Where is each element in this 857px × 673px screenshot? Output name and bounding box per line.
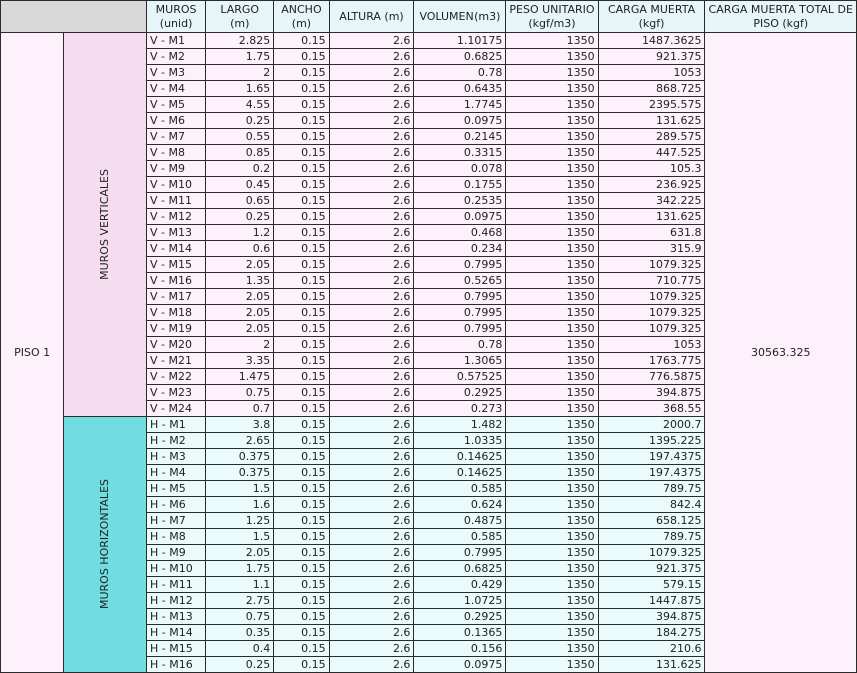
cell-wall-id[interactable]: H - M12: [147, 593, 206, 609]
cell-volumen[interactable]: 1.3065: [414, 353, 506, 369]
cell-wall-id[interactable]: V - M17: [147, 289, 206, 305]
cell-wall-id[interactable]: V - M3: [147, 65, 206, 81]
cell-peso-unitario[interactable]: 1350: [506, 321, 598, 337]
cell-largo[interactable]: 0.65: [206, 193, 274, 209]
cell-ancho[interactable]: 0.15: [274, 257, 329, 273]
header-volumen[interactable]: VOLUMEN (m3): [414, 1, 506, 33]
group-horizontal-label: MUROS HORIZONTALES: [98, 479, 112, 610]
cell-ancho[interactable]: 0.15: [274, 241, 329, 257]
cell-wall-id[interactable]: V - M1: [147, 33, 206, 49]
cell-wall-id[interactable]: H - M15: [147, 641, 206, 657]
cell-volumen[interactable]: 0.1755: [414, 177, 506, 193]
cell-ancho[interactable]: 0.15: [274, 513, 329, 529]
cell-wall-id[interactable]: V - M4: [147, 81, 206, 97]
cell-largo[interactable]: 1.35: [206, 273, 274, 289]
cell-peso-unitario[interactable]: 1350: [506, 417, 598, 433]
cell-ancho[interactable]: 0.15: [274, 129, 329, 145]
cell-volumen[interactable]: 1.0725: [414, 593, 506, 609]
cell-ancho[interactable]: 0.15: [274, 465, 329, 481]
cell-altura[interactable]: 2.6: [329, 609, 414, 625]
cell-carga-muerta[interactable]: 789.75: [598, 481, 705, 497]
group-vertical-label: MUROS VERTICALES: [98, 169, 112, 280]
cell-volumen[interactable]: 0.624: [414, 497, 506, 513]
cell-ancho[interactable]: 0.15: [274, 609, 329, 625]
cell-altura[interactable]: 2.6: [329, 401, 414, 417]
cell-altura[interactable]: 2.6: [329, 353, 414, 369]
cell-wall-id[interactable]: V - M20: [147, 337, 206, 353]
cell-volumen[interactable]: 0.57525: [414, 369, 506, 385]
cell-ancho[interactable]: 0.15: [274, 353, 329, 369]
cell-altura[interactable]: 2.6: [329, 593, 414, 609]
piso-cell[interactable]: PISO 1: [1, 33, 64, 673]
cell-altura[interactable]: 2.6: [329, 193, 414, 209]
cell-largo[interactable]: 1.2: [206, 225, 274, 241]
cell-carga-muerta[interactable]: 1079.325: [598, 321, 705, 337]
cell-altura[interactable]: 2.6: [329, 481, 414, 497]
header-carga-muerta[interactable]: CARGA MUERTA (kgf): [598, 1, 705, 33]
cell-peso-unitario[interactable]: 1350: [506, 385, 598, 401]
cell-largo[interactable]: 2.05: [206, 321, 274, 337]
cell-peso-unitario[interactable]: 1350: [506, 177, 598, 193]
cell-peso-unitario[interactable]: 1350: [506, 257, 598, 273]
cell-largo[interactable]: 0.2: [206, 161, 274, 177]
cell-peso-unitario[interactable]: 1350: [506, 609, 598, 625]
cell-altura[interactable]: 2.6: [329, 209, 414, 225]
cell-ancho[interactable]: 0.15: [274, 321, 329, 337]
cell-altura[interactable]: 2.6: [329, 577, 414, 593]
cell-largo[interactable]: 1.75: [206, 49, 274, 65]
cell-ancho[interactable]: 0.15: [274, 177, 329, 193]
cell-largo[interactable]: 2: [206, 337, 274, 353]
cell-peso-unitario[interactable]: 1350: [506, 97, 598, 113]
cell-ancho[interactable]: 0.15: [274, 449, 329, 465]
cell-altura[interactable]: 2.6: [329, 97, 414, 113]
cell-volumen[interactable]: 0.78: [414, 337, 506, 353]
cell-largo[interactable]: 2.65: [206, 433, 274, 449]
cell-wall-id[interactable]: H - M4: [147, 465, 206, 481]
cell-altura[interactable]: 2.6: [329, 545, 414, 561]
cell-peso-unitario[interactable]: 1350: [506, 433, 598, 449]
cell-peso-unitario[interactable]: 1350: [506, 33, 598, 49]
cell-ancho[interactable]: 0.15: [274, 417, 329, 433]
cell-largo[interactable]: 2.75: [206, 593, 274, 609]
cell-wall-id[interactable]: H - M10: [147, 561, 206, 577]
cell-largo[interactable]: 1.75: [206, 561, 274, 577]
cell-altura[interactable]: 2.6: [329, 417, 414, 433]
cell-wall-id[interactable]: H - M13: [147, 609, 206, 625]
cell-wall-id[interactable]: V - M24: [147, 401, 206, 417]
cell-ancho[interactable]: 0.15: [274, 193, 329, 209]
cell-ancho[interactable]: 0.15: [274, 289, 329, 305]
cell-carga-muerta[interactable]: 342.225: [598, 193, 705, 209]
cell-carga-muerta[interactable]: 1053: [598, 337, 705, 353]
cell-volumen[interactable]: 0.2925: [414, 609, 506, 625]
cell-largo[interactable]: 0.25: [206, 657, 274, 673]
cell-largo[interactable]: 0.375: [206, 449, 274, 465]
cell-wall-id[interactable]: H - M11: [147, 577, 206, 593]
cell-largo[interactable]: 0.25: [206, 113, 274, 129]
cell-volumen[interactable]: 0.234: [414, 241, 506, 257]
cell-ancho[interactable]: 0.15: [274, 113, 329, 129]
cell-altura[interactable]: 2.6: [329, 513, 414, 529]
cell-ancho[interactable]: 0.15: [274, 529, 329, 545]
cell-carga-muerta[interactable]: 789.75: [598, 529, 705, 545]
cell-ancho[interactable]: 0.15: [274, 545, 329, 561]
cell-carga-muerta[interactable]: 315.9: [598, 241, 705, 257]
cell-altura[interactable]: 2.6: [329, 225, 414, 241]
cell-peso-unitario[interactable]: 1350: [506, 401, 598, 417]
cell-wall-id[interactable]: V - M21: [147, 353, 206, 369]
cell-peso-unitario[interactable]: 1350: [506, 161, 598, 177]
cell-altura[interactable]: 2.6: [329, 241, 414, 257]
cell-volumen[interactable]: 0.0975: [414, 113, 506, 129]
cell-carga-muerta[interactable]: 921.375: [598, 49, 705, 65]
cell-largo[interactable]: 3.35: [206, 353, 274, 369]
cell-wall-id[interactable]: H - M6: [147, 497, 206, 513]
cell-carga-muerta[interactable]: 447.525: [598, 145, 705, 161]
cell-largo[interactable]: 1.65: [206, 81, 274, 97]
cell-volumen[interactable]: 0.7995: [414, 289, 506, 305]
cell-volumen[interactable]: 0.7995: [414, 545, 506, 561]
table-row: [1, 33, 857, 49]
cell-altura[interactable]: 2.6: [329, 529, 414, 545]
cell-altura[interactable]: 2.6: [329, 65, 414, 81]
cell-carga-muerta[interactable]: 658.125: [598, 513, 705, 529]
cell-peso-unitario[interactable]: 1350: [506, 305, 598, 321]
cell-wall-id[interactable]: V - M2: [147, 49, 206, 65]
cell-volumen[interactable]: 0.5265: [414, 273, 506, 289]
cell-ancho[interactable]: 0.15: [274, 209, 329, 225]
cell-ancho[interactable]: 0.15: [274, 97, 329, 113]
cell-altura[interactable]: 2.6: [329, 449, 414, 465]
cell-wall-id[interactable]: H - M5: [147, 481, 206, 497]
cell-largo[interactable]: 3.8: [206, 417, 274, 433]
cell-wall-id[interactable]: H - M2: [147, 433, 206, 449]
cell-peso-unitario[interactable]: 1350: [506, 529, 598, 545]
cell-ancho[interactable]: 0.15: [274, 481, 329, 497]
cell-ancho[interactable]: 0.15: [274, 593, 329, 609]
cell-wall-id[interactable]: H - M8: [147, 529, 206, 545]
cell-carga-muerta[interactable]: 1079.325: [598, 289, 705, 305]
cell-wall-id[interactable]: V - M12: [147, 209, 206, 225]
cell-carga-muerta[interactable]: 184.275: [598, 625, 705, 641]
cell-largo[interactable]: 2.05: [206, 289, 274, 305]
cell-volumen[interactable]: 0.156: [414, 641, 506, 657]
header-peso-unitario[interactable]: PESO UNITARIO (kgf/m3): [506, 1, 598, 33]
cell-ancho[interactable]: 0.15: [274, 161, 329, 177]
cell-carga-muerta[interactable]: 1487.3625: [598, 33, 705, 49]
cell-largo[interactable]: 2.05: [206, 305, 274, 321]
cell-ancho[interactable]: 0.15: [274, 641, 329, 657]
cell-carga-muerta[interactable]: 1447.875: [598, 593, 705, 609]
cell-carga-muerta[interactable]: 197.4375: [598, 449, 705, 465]
cell-volumen[interactable]: 0.7995: [414, 305, 506, 321]
cell-ancho[interactable]: 0.15: [274, 225, 329, 241]
cell-largo[interactable]: 1.5: [206, 481, 274, 497]
cell-largo[interactable]: 0.25: [206, 209, 274, 225]
cell-wall-id[interactable]: V - M23: [147, 385, 206, 401]
cell-altura[interactable]: 2.6: [329, 289, 414, 305]
cell-volumen[interactable]: 0.078: [414, 161, 506, 177]
cell-wall-id[interactable]: H - M3: [147, 449, 206, 465]
cell-altura[interactable]: 2.6: [329, 497, 414, 513]
cell-volumen[interactable]: 0.4875: [414, 513, 506, 529]
cell-peso-unitario[interactable]: 1350: [506, 497, 598, 513]
cell-altura[interactable]: 2.6: [329, 113, 414, 129]
cell-wall-id[interactable]: V - M5: [147, 97, 206, 113]
cell-peso-unitario[interactable]: 1350: [506, 65, 598, 81]
cell-largo[interactable]: 0.35: [206, 625, 274, 641]
cell-carga-muerta[interactable]: 131.625: [598, 209, 705, 225]
cell-wall-id[interactable]: V - M9: [147, 161, 206, 177]
header-carga-total[interactable]: CARGA MUERTA TOTAL DE PISO (kgf): [705, 1, 857, 33]
cell-carga-muerta[interactable]: 1079.325: [598, 305, 705, 321]
cell-carga-muerta[interactable]: 1053: [598, 65, 705, 81]
cell-altura[interactable]: 2.6: [329, 33, 414, 49]
cell-ancho[interactable]: 0.15: [274, 497, 329, 513]
cell-carga-muerta[interactable]: 2000.7: [598, 417, 705, 433]
cell-peso-unitario[interactable]: 1350: [506, 369, 598, 385]
cell-altura[interactable]: 2.6: [329, 465, 414, 481]
cell-carga-muerta[interactable]: 921.375: [598, 561, 705, 577]
cell-ancho[interactable]: 0.15: [274, 369, 329, 385]
cell-largo[interactable]: 1.25: [206, 513, 274, 529]
cell-largo[interactable]: 2.825: [206, 33, 274, 49]
cell-volumen[interactable]: 0.7995: [414, 321, 506, 337]
cell-volumen[interactable]: 0.468: [414, 225, 506, 241]
cell-volumen[interactable]: 0.6435: [414, 81, 506, 97]
cell-peso-unitario[interactable]: 1350: [506, 241, 598, 257]
cell-largo[interactable]: 0.85: [206, 145, 274, 161]
cell-peso-unitario[interactable]: 1350: [506, 625, 598, 641]
cell-wall-id[interactable]: H - M14: [147, 625, 206, 641]
header-muros[interactable]: MUROS (unid): [147, 1, 206, 33]
header-row: [1, 1, 857, 33]
cell-peso-unitario[interactable]: 1350: [506, 289, 598, 305]
cell-wall-id[interactable]: V - M13: [147, 225, 206, 241]
cell-wall-id[interactable]: V - M16: [147, 273, 206, 289]
cell-carga-muerta[interactable]: 236.925: [598, 177, 705, 193]
cell-altura[interactable]: 2.6: [329, 177, 414, 193]
cell-volumen[interactable]: 0.2145: [414, 129, 506, 145]
cell-volumen[interactable]: 0.14625: [414, 465, 506, 481]
cell-wall-id[interactable]: V - M18: [147, 305, 206, 321]
cell-volumen[interactable]: 0.585: [414, 529, 506, 545]
cell-volumen[interactable]: 0.7995: [414, 257, 506, 273]
cell-largo[interactable]: 1.475: [206, 369, 274, 385]
cell-carga-muerta[interactable]: 1079.325: [598, 545, 705, 561]
cell-carga-muerta[interactable]: 2395.575: [598, 97, 705, 113]
cell-largo[interactable]: 1.5: [206, 529, 274, 545]
cell-altura[interactable]: 2.6: [329, 625, 414, 641]
cell-volumen[interactable]: 1.10175: [414, 33, 506, 49]
cell-largo[interactable]: 0.7: [206, 401, 274, 417]
cell-altura[interactable]: 2.6: [329, 161, 414, 177]
cell-largo[interactable]: 0.75: [206, 385, 274, 401]
cell-ancho[interactable]: 0.15: [274, 273, 329, 289]
cell-volumen[interactable]: 1.7745: [414, 97, 506, 113]
total-load-cell[interactable]: 30563.325: [705, 33, 857, 673]
cell-altura[interactable]: 2.6: [329, 273, 414, 289]
cell-carga-muerta[interactable]: 1079.325: [598, 257, 705, 273]
cell-ancho[interactable]: 0.15: [274, 401, 329, 417]
cell-volumen[interactable]: 0.6825: [414, 561, 506, 577]
cell-ancho[interactable]: 0.15: [274, 65, 329, 81]
cell-ancho[interactable]: 0.15: [274, 561, 329, 577]
cell-volumen[interactable]: 0.0975: [414, 657, 506, 673]
cell-peso-unitario[interactable]: 1350: [506, 145, 598, 161]
cell-peso-unitario[interactable]: 1350: [506, 465, 598, 481]
cell-carga-muerta[interactable]: 105.3: [598, 161, 705, 177]
cell-carga-muerta[interactable]: 394.875: [598, 609, 705, 625]
cell-peso-unitario[interactable]: 1350: [506, 113, 598, 129]
cell-carga-muerta[interactable]: 842.4: [598, 497, 705, 513]
cell-peso-unitario[interactable]: 1350: [506, 545, 598, 561]
cell-peso-unitario[interactable]: 1350: [506, 353, 598, 369]
cell-largo[interactable]: 0.375: [206, 465, 274, 481]
cell-largo[interactable]: 2.05: [206, 545, 274, 561]
cell-volumen[interactable]: 0.6825: [414, 49, 506, 65]
cell-largo[interactable]: 1.1: [206, 577, 274, 593]
cell-volumen[interactable]: 0.2535: [414, 193, 506, 209]
header-altura[interactable]: ALTURA (m): [329, 1, 414, 33]
cell-altura[interactable]: 2.6: [329, 369, 414, 385]
cell-carga-muerta[interactable]: 1763.775: [598, 353, 705, 369]
cell-peso-unitario[interactable]: 1350: [506, 577, 598, 593]
cell-wall-id[interactable]: V - M19: [147, 321, 206, 337]
cell-altura[interactable]: 2.6: [329, 257, 414, 273]
cell-carga-muerta[interactable]: 368.55: [598, 401, 705, 417]
cell-volumen[interactable]: 1.482: [414, 417, 506, 433]
cell-ancho[interactable]: 0.15: [274, 81, 329, 97]
cell-largo[interactable]: 1.6: [206, 497, 274, 513]
cell-ancho[interactable]: 0.15: [274, 33, 329, 49]
cell-peso-unitario[interactable]: 1350: [506, 81, 598, 97]
cell-carga-muerta[interactable]: 579.15: [598, 577, 705, 593]
cell-carga-muerta[interactable]: 710.775: [598, 273, 705, 289]
cell-peso-unitario[interactable]: 1350: [506, 593, 598, 609]
cell-carga-muerta[interactable]: 289.575: [598, 129, 705, 145]
cell-largo[interactable]: 0.6: [206, 241, 274, 257]
cell-largo[interactable]: 4.55: [206, 97, 274, 113]
cell-wall-id[interactable]: V - M22: [147, 369, 206, 385]
cell-largo[interactable]: 0.45: [206, 177, 274, 193]
cell-volumen[interactable]: 0.14625: [414, 449, 506, 465]
cell-altura[interactable]: 2.6: [329, 81, 414, 97]
cell-peso-unitario[interactable]: 1350: [506, 225, 598, 241]
cell-wall-id[interactable]: H - M7: [147, 513, 206, 529]
cell-volumen[interactable]: 0.3315: [414, 145, 506, 161]
header-corner-cell[interactable]: [1, 1, 147, 33]
cell-peso-unitario[interactable]: 1350: [506, 481, 598, 497]
cell-volumen[interactable]: 0.78: [414, 65, 506, 81]
cell-carga-muerta[interactable]: 131.625: [598, 657, 705, 673]
cell-altura[interactable]: 2.6: [329, 385, 414, 401]
cell-wall-id[interactable]: V - M8: [147, 145, 206, 161]
cell-wall-id[interactable]: V - M14: [147, 241, 206, 257]
cell-ancho[interactable]: 0.15: [274, 337, 329, 353]
cell-altura[interactable]: 2.6: [329, 129, 414, 145]
cell-wall-id[interactable]: H - M16: [147, 657, 206, 673]
cell-carga-muerta[interactable]: 776.5875: [598, 369, 705, 385]
cell-carga-muerta[interactable]: 1395.225: [598, 433, 705, 449]
cell-peso-unitario[interactable]: 1350: [506, 513, 598, 529]
cell-peso-unitario[interactable]: 1350: [506, 449, 598, 465]
cell-peso-unitario[interactable]: 1350: [506, 193, 598, 209]
cell-altura[interactable]: 2.6: [329, 657, 414, 673]
cell-carga-muerta[interactable]: 631.8: [598, 225, 705, 241]
header-ancho[interactable]: ANCHO (m): [274, 1, 329, 33]
cell-peso-unitario[interactable]: 1350: [506, 641, 598, 657]
cell-ancho[interactable]: 0.15: [274, 145, 329, 161]
cell-ancho[interactable]: 0.15: [274, 433, 329, 449]
cell-altura[interactable]: 2.6: [329, 561, 414, 577]
table-body: [1, 33, 857, 673]
cell-carga-muerta[interactable]: 210.6: [598, 641, 705, 657]
cell-altura[interactable]: 2.6: [329, 433, 414, 449]
cell-volumen[interactable]: 0.429: [414, 577, 506, 593]
cell-peso-unitario[interactable]: 1350: [506, 209, 598, 225]
cell-largo[interactable]: 0.55: [206, 129, 274, 145]
cell-volumen[interactable]: 0.1365: [414, 625, 506, 641]
cell-wall-id[interactable]: V - M7: [147, 129, 206, 145]
cell-peso-unitario[interactable]: 1350: [506, 657, 598, 673]
cell-altura[interactable]: 2.6: [329, 337, 414, 353]
cell-wall-id[interactable]: V - M10: [147, 177, 206, 193]
cell-carga-muerta[interactable]: 394.875: [598, 385, 705, 401]
cell-volumen[interactable]: 0.2925: [414, 385, 506, 401]
cell-ancho[interactable]: 0.15: [274, 577, 329, 593]
cell-altura[interactable]: 2.6: [329, 641, 414, 657]
cell-peso-unitario[interactable]: 1350: [506, 337, 598, 353]
cell-wall-id[interactable]: H - M9: [147, 545, 206, 561]
cell-altura[interactable]: 2.6: [329, 49, 414, 65]
cell-wall-id[interactable]: V - M15: [147, 257, 206, 273]
group-horizontal-cell[interactable]: [64, 417, 147, 673]
cell-ancho[interactable]: 0.15: [274, 305, 329, 321]
cell-peso-unitario[interactable]: 1350: [506, 129, 598, 145]
cell-ancho[interactable]: 0.15: [274, 385, 329, 401]
cell-altura[interactable]: 2.6: [329, 305, 414, 321]
cell-volumen[interactable]: 1.0335: [414, 433, 506, 449]
cell-carga-muerta[interactable]: 131.625: [598, 113, 705, 129]
header-largo[interactable]: LARGO (m): [206, 1, 274, 33]
cell-wall-id[interactable]: V - M6: [147, 113, 206, 129]
group-vertical-cell[interactable]: [64, 33, 147, 417]
cell-volumen[interactable]: 0.0975: [414, 209, 506, 225]
cell-ancho[interactable]: 0.15: [274, 49, 329, 65]
cell-carga-muerta[interactable]: 868.725: [598, 81, 705, 97]
cell-largo[interactable]: 2: [206, 65, 274, 81]
cell-ancho[interactable]: 0.15: [274, 625, 329, 641]
cell-largo[interactable]: 0.4: [206, 641, 274, 657]
cell-wall-id[interactable]: V - M11: [147, 193, 206, 209]
cell-peso-unitario[interactable]: 1350: [506, 561, 598, 577]
cell-wall-id[interactable]: H - M1: [147, 417, 206, 433]
cell-peso-unitario[interactable]: 1350: [506, 273, 598, 289]
cell-carga-muerta[interactable]: 197.4375: [598, 465, 705, 481]
cell-volumen[interactable]: 0.273: [414, 401, 506, 417]
cell-altura[interactable]: 2.6: [329, 145, 414, 161]
cell-volumen[interactable]: 0.585: [414, 481, 506, 497]
cell-largo[interactable]: 2.05: [206, 257, 274, 273]
cell-ancho[interactable]: 0.15: [274, 657, 329, 673]
cell-peso-unitario[interactable]: 1350: [506, 49, 598, 65]
cell-altura[interactable]: 2.6: [329, 321, 414, 337]
cell-largo[interactable]: 0.75: [206, 609, 274, 625]
